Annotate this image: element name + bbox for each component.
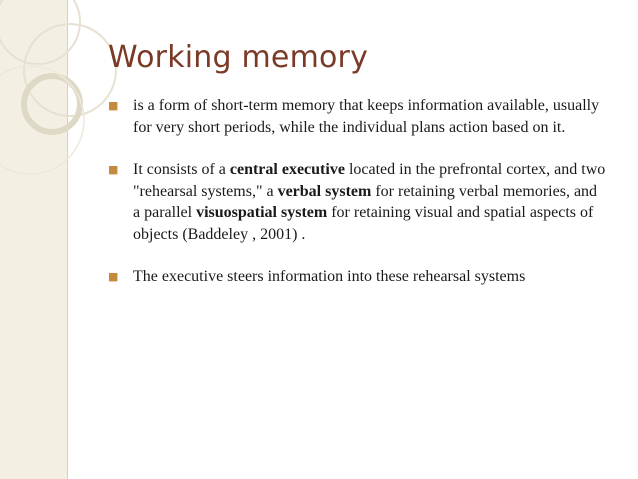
bullet-text-segment: located in the prefrontal cortex, and two "rehearsal systems," a [133, 161, 606, 200]
bullet-item [106, 95, 606, 138]
bullet-list [106, 95, 606, 309]
square-bullet-icon: ■ [108, 99, 119, 112]
square-bullet-icon: ■ [108, 270, 119, 283]
bullet-item [106, 266, 606, 288]
bold-term: central executive [229, 161, 345, 178]
bold-term: visuospatial system [196, 204, 328, 221]
bullet-text [133, 266, 606, 288]
bullet-item [106, 159, 606, 245]
bullet-text-segment: is a form of short-term memory that keeps information available, usually for very short periods, while the individual plans action based on it. [133, 97, 600, 136]
square-bullet-icon: ■ [108, 163, 119, 176]
bullet-text-segment: for retaining verbal memories, and a parallel [133, 182, 598, 221]
bold-term: verbal system [277, 182, 372, 200]
bullet-text-segment: It consists of a [133, 161, 230, 178]
bullet-text-segment: The executive steers information into these rehearsal systems [133, 268, 526, 285]
slide-title: Working memory [108, 40, 369, 75]
bullet-text [133, 159, 606, 245]
bullet-text-segment: for retaining visual and spatial aspects of objects (Baddeley , 2001) . [133, 204, 594, 243]
bullet-text [133, 95, 606, 138]
